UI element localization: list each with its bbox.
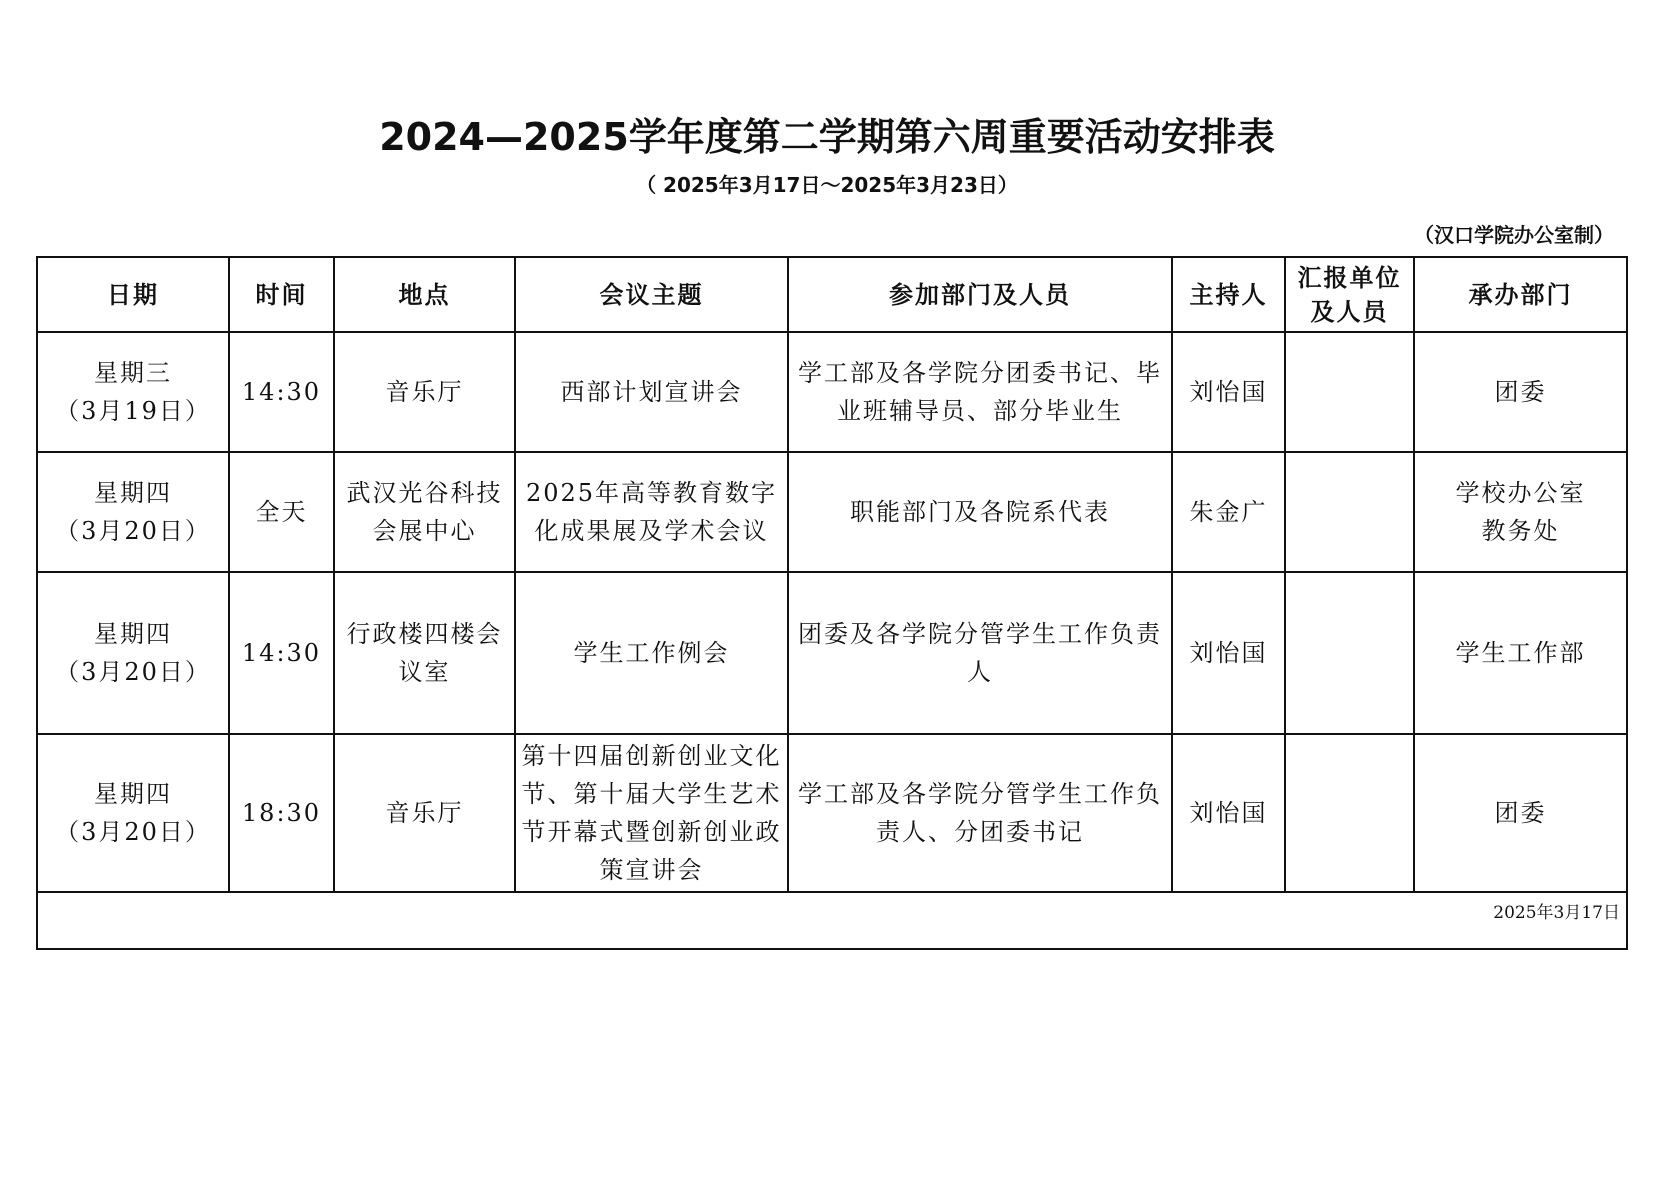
cell-date — [37, 572, 229, 734]
page-title: 2024—2025学年度第二学期第六周重要活动安排表 — [379, 115, 1275, 159]
cell-organizer — [1414, 452, 1627, 572]
issuing-office: （汉口学院办公室制） — [1414, 223, 1614, 247]
cell-date — [37, 734, 229, 892]
cell-participants: 团委及各学院分管学生工作负责人 — [788, 572, 1172, 734]
cell-place: 武汉光谷科技会展中心 — [334, 452, 515, 572]
cell-time: 全天 — [229, 452, 334, 572]
header-host: 主持人 — [1172, 257, 1285, 332]
table-row — [37, 452, 1627, 572]
table-row — [37, 734, 1627, 892]
cell-date — [37, 332, 229, 452]
header-organizer: 承办部门 — [1414, 257, 1627, 332]
cell-topic: 第十四届创新创业文化节、第十届大学生艺术节开幕式暨创新创业政策宣讲会 — [515, 734, 788, 892]
cell-time: 14:30 — [229, 572, 334, 734]
cell-organizer: 学生工作部 — [1414, 572, 1627, 734]
cell-participants: 学工部及各学院分团委书记、毕业班辅导员、部分毕业生 — [788, 332, 1172, 452]
cell-date — [37, 452, 229, 572]
schedule-table — [36, 256, 1628, 950]
table-row — [37, 332, 1627, 452]
cell-topic: 西部计划宣讲会 — [515, 332, 788, 452]
cell-topic: 学生工作例会 — [515, 572, 788, 734]
header-reporter: 汇报单位及人员 — [1285, 257, 1414, 332]
cell-time: 18:30 — [229, 734, 334, 892]
cell-host: 刘怡国 — [1172, 734, 1285, 892]
header-place: 地点 — [334, 257, 515, 332]
date-weekday: 星期三 — [94, 359, 172, 387]
cell-time: 14:30 — [229, 332, 334, 452]
date-month-day: （3月19日） — [55, 397, 211, 425]
cell-place: 音乐厅 — [334, 734, 515, 892]
date-range: （ 2025年3月17日～2025年3月23日） — [636, 173, 1018, 197]
date-weekday: 星期四 — [94, 620, 172, 648]
header-participants: 参加部门及人员 — [788, 257, 1172, 332]
table-footer-row — [37, 892, 1627, 949]
cell-topic: 2025年高等教育数字化成果展及学术会议 — [515, 452, 788, 572]
cell-organizer: 团委 — [1414, 734, 1627, 892]
cell-reporter — [1285, 452, 1414, 572]
date-month-day: （3月20日） — [55, 818, 211, 846]
cell-organizer: 团委 — [1414, 332, 1627, 452]
date-month-day: （3月20日） — [55, 658, 211, 686]
date-weekday: 星期四 — [94, 780, 172, 808]
cell-reporter — [1285, 572, 1414, 734]
cell-place: 音乐厅 — [334, 332, 515, 452]
cell-host: 刘怡国 — [1172, 572, 1285, 734]
organizer-line: 教务处 — [1481, 517, 1560, 545]
date-weekday: 星期四 — [94, 479, 172, 507]
cell-reporter — [1285, 332, 1414, 452]
cell-participants: 学工部及各学院分管学生工作负责人、分团委书记 — [788, 734, 1172, 892]
cell-participants: 职能部门及各院系代表 — [788, 452, 1172, 572]
table-row — [37, 572, 1627, 734]
organizer-line: 学校办公室 — [1455, 479, 1586, 507]
cell-reporter — [1285, 734, 1414, 892]
cell-host: 朱金广 — [1172, 452, 1285, 572]
table-header-row — [37, 257, 1627, 332]
header-topic: 会议主题 — [515, 257, 788, 332]
cell-place: 行政楼四楼会议室 — [334, 572, 515, 734]
header-date: 日期 — [37, 257, 229, 332]
header-time: 时间 — [229, 257, 334, 332]
cell-host: 刘怡国 — [1172, 332, 1285, 452]
footer-date: 2025年3月17日 — [37, 892, 1627, 949]
date-month-day: （3月20日） — [55, 517, 211, 545]
